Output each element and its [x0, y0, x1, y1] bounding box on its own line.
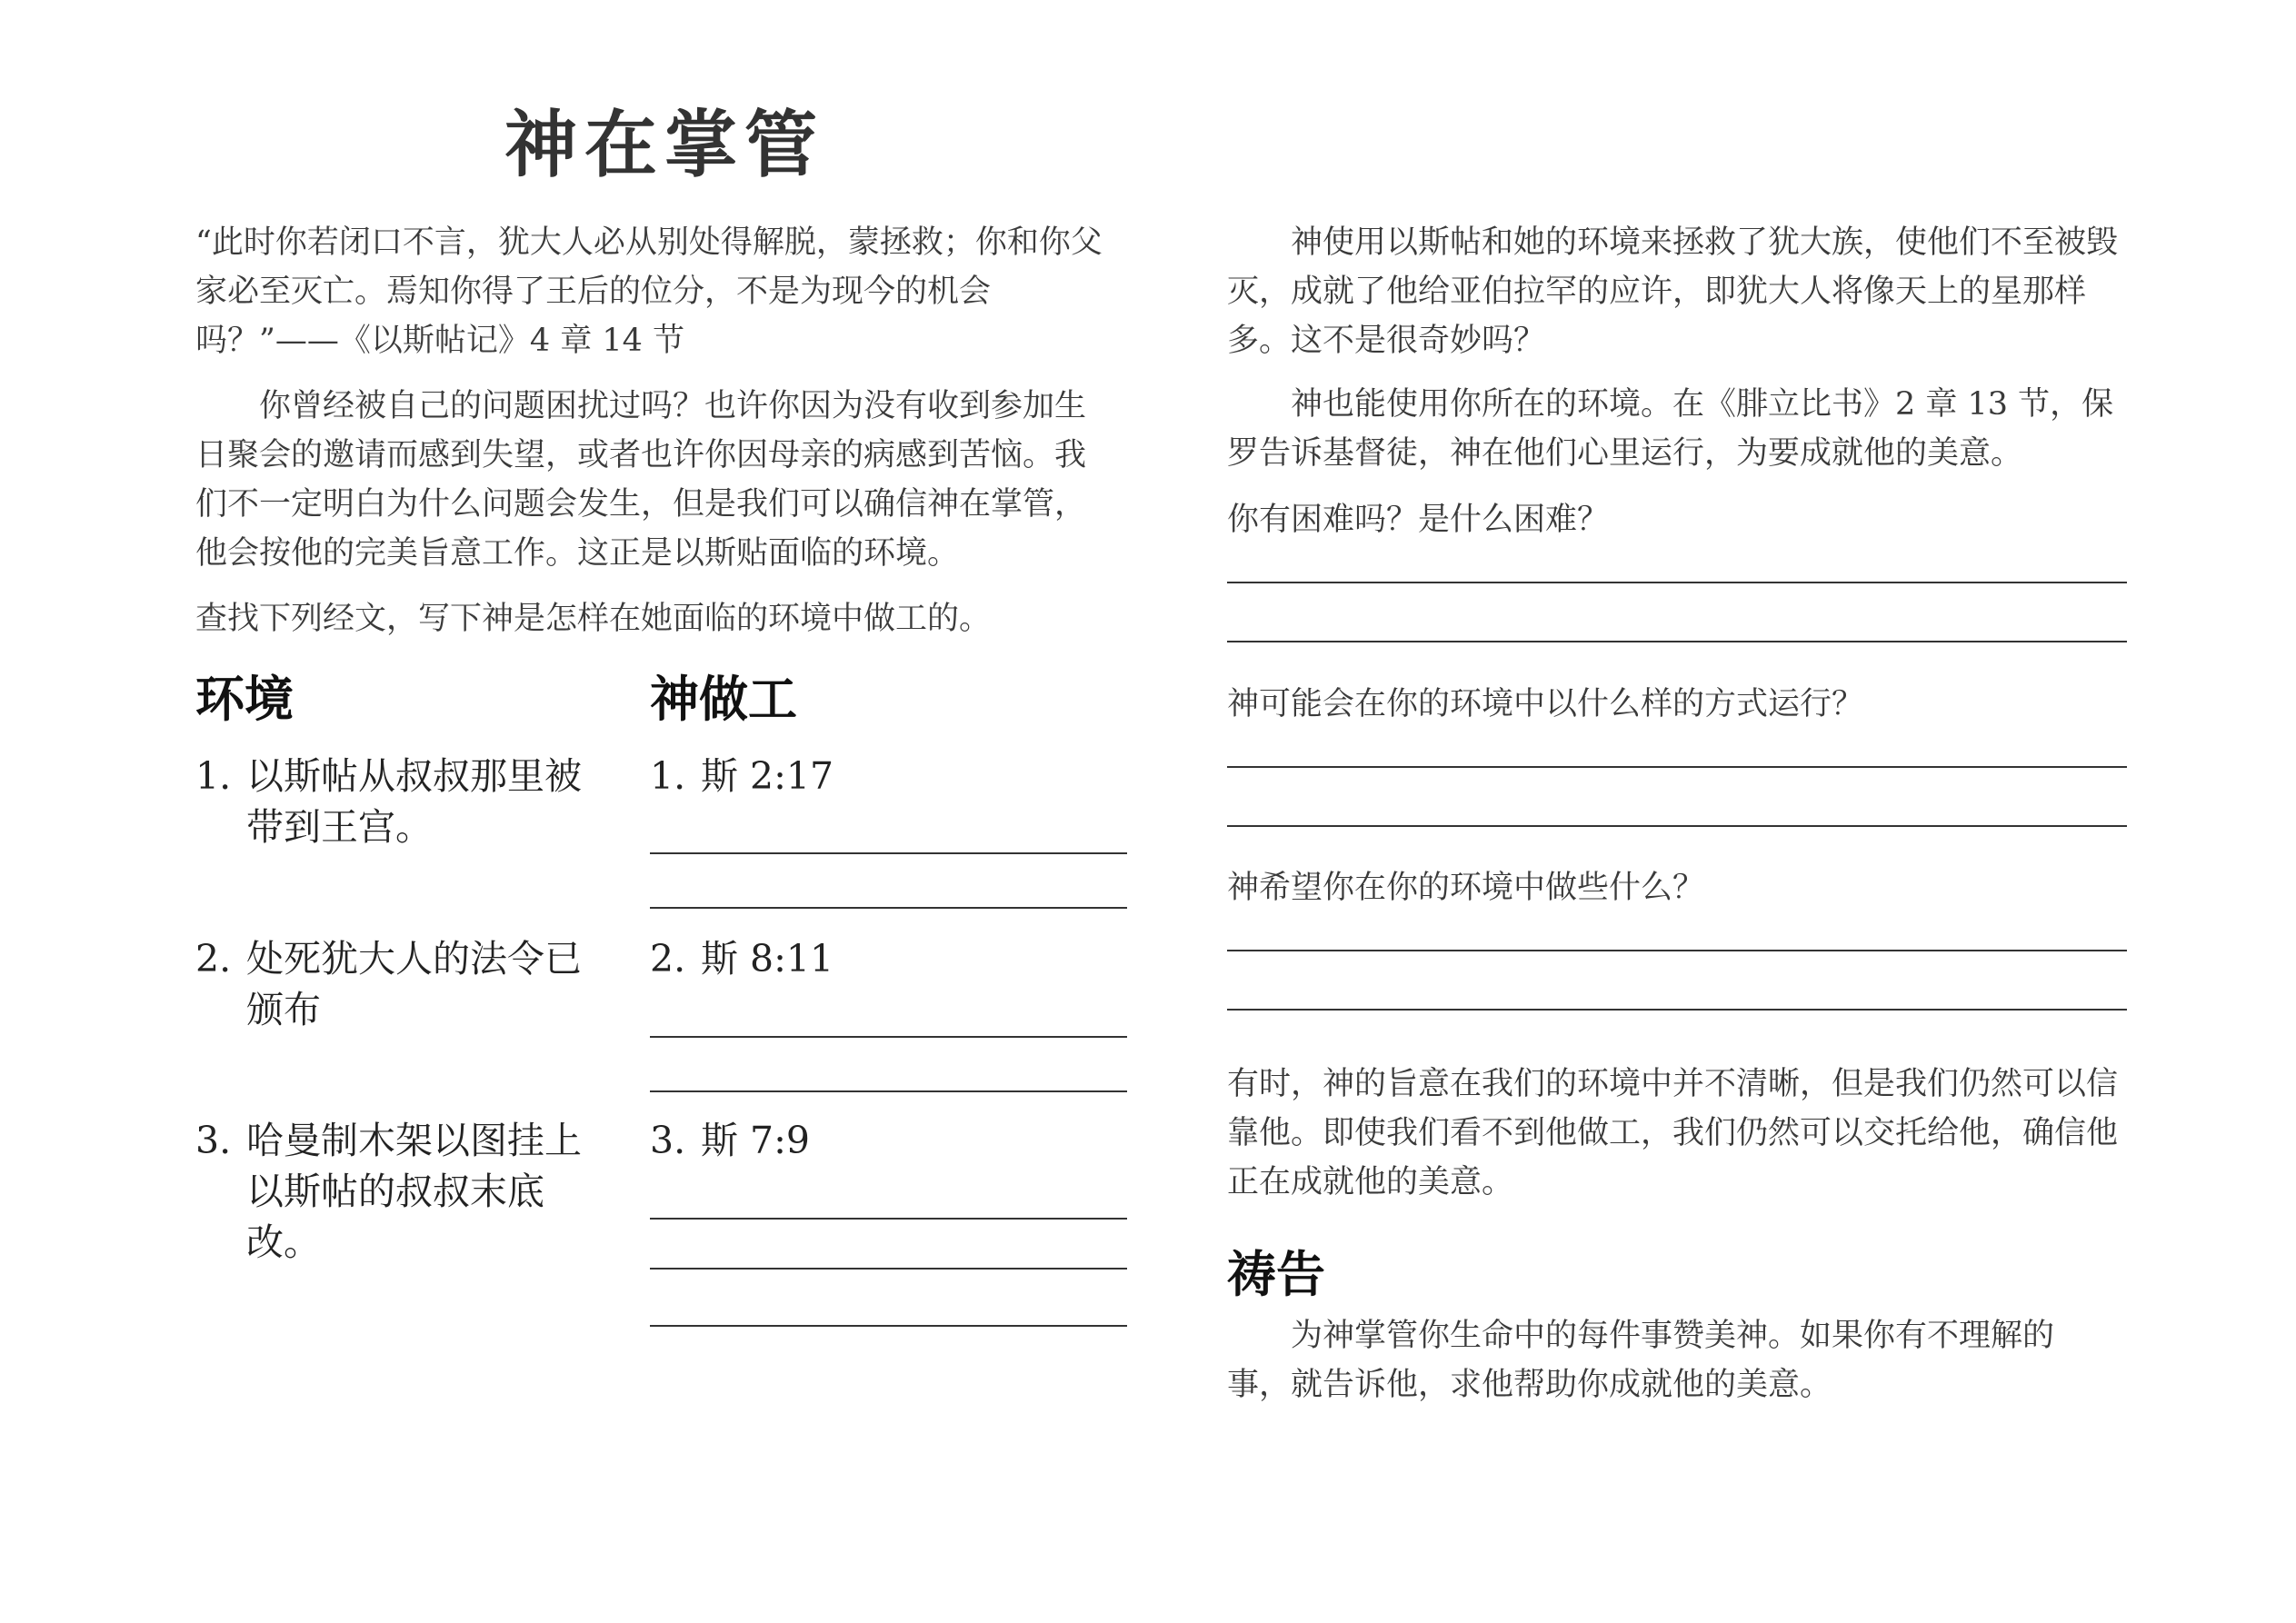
- question-2: 神可能会在你的环境中以什么样的方式运行？: [1227, 686, 1864, 722]
- situation-item-2: [195, 933, 604, 1035]
- item-number: 2.: [195, 937, 232, 981]
- answer-line[interactable]: [1227, 950, 2127, 951]
- scripture-quote: “此时你若闭口不言，犹大人必从别处得解脱，蒙拯救；你和你父家必至灭亡。焉知你得了王后的位分，不是为现今的机会吗？”——《以斯帖记》4 章 14 节: [195, 224, 1103, 359]
- item-number: 3.: [195, 1119, 232, 1162]
- item-number: 2.: [650, 937, 686, 981]
- question-1: 你有困难吗？是什么困难？: [1227, 502, 1610, 538]
- answer-line[interactable]: [650, 1036, 1127, 1038]
- page-title: 神在掌管: [504, 103, 824, 187]
- verse-ref-1: [650, 751, 834, 802]
- verse-ref-text: 斯 8:11: [701, 937, 834, 981]
- situation-text: 处死犹大人的法令已颁布: [246, 937, 582, 1031]
- answer-line[interactable]: [650, 1218, 1127, 1220]
- situation-item-1: [195, 751, 604, 852]
- situation-item-3: [195, 1115, 604, 1268]
- answer-line[interactable]: [1227, 582, 2127, 583]
- question-3: 神希望你在你的环境中做些什么？: [1227, 870, 1705, 906]
- esther-paragraph: 神使用以斯帖和她的环境来拯救了犹大族，使他们不至被毁灭，成就了他给亚伯拉罕的应许，即犹大人将像天上的星那样多。这不是很奇妙吗？: [1227, 224, 2119, 359]
- trust-paragraph: 有时，神的旨意在我们的环境中并不清晰，但是我们仍然可以信靠他。即使我们看不到他做工，我们仍然可以交托给他，确信他正在成就他的美意。: [1227, 1066, 2119, 1200]
- answer-line[interactable]: [1227, 766, 2127, 768]
- prayer-heading: 祷告: [1227, 1246, 1325, 1303]
- instruction-text: 查找下列经文，写下神是怎样在她面临的环境中做工的。: [195, 601, 992, 637]
- answer-line[interactable]: [1227, 1009, 2127, 1011]
- situation-text: 哈曼制木架以图挂上以斯帖的叔叔末底改。: [246, 1119, 582, 1264]
- situation-text: 以斯帖从叔叔那里被带到王宫。: [246, 754, 582, 849]
- verse-ref-text: 斯 2:17: [701, 754, 834, 798]
- intro-paragraph: 你曾经被自己的问题困扰过吗？也许你因为没有收到参加生日聚会的邀请而感到失望，或者也许你因母亲的病感到苦恼。我们不一定明白为什么问题会发生，但是我们可以确信神在掌管，他会按他的完美旨意工作。这正是以斯贴面临的环境。: [195, 388, 1087, 572]
- verse-ref-2: [650, 933, 834, 984]
- answer-line[interactable]: [1227, 825, 2127, 827]
- answer-line[interactable]: [650, 852, 1127, 854]
- answer-line[interactable]: [650, 1090, 1127, 1092]
- situation-heading: 环境: [195, 671, 294, 728]
- item-number: 1.: [650, 754, 686, 798]
- god-works-heading: 神做工: [650, 671, 797, 728]
- answer-line[interactable]: [650, 907, 1127, 909]
- item-number: 3.: [650, 1119, 686, 1162]
- answer-line[interactable]: [650, 1325, 1127, 1327]
- item-number: 1.: [195, 754, 232, 798]
- philippians-paragraph: 神也能使用你所在的环境。在《腓立比书》2 章 13 节，保罗告诉基督徒，神在他们心里运行，为要成就他的美意。: [1227, 386, 2114, 472]
- prayer-text: 为神掌管你生命中的每件事赞美神。如果你有不理解的事，就告诉他，求他帮助你成就他的美意。: [1227, 1318, 2055, 1403]
- answer-line[interactable]: [650, 1268, 1127, 1270]
- answer-line[interactable]: [1227, 641, 2127, 642]
- verse-ref-text: 斯 7:9: [701, 1119, 811, 1162]
- verse-ref-3: [650, 1115, 810, 1166]
